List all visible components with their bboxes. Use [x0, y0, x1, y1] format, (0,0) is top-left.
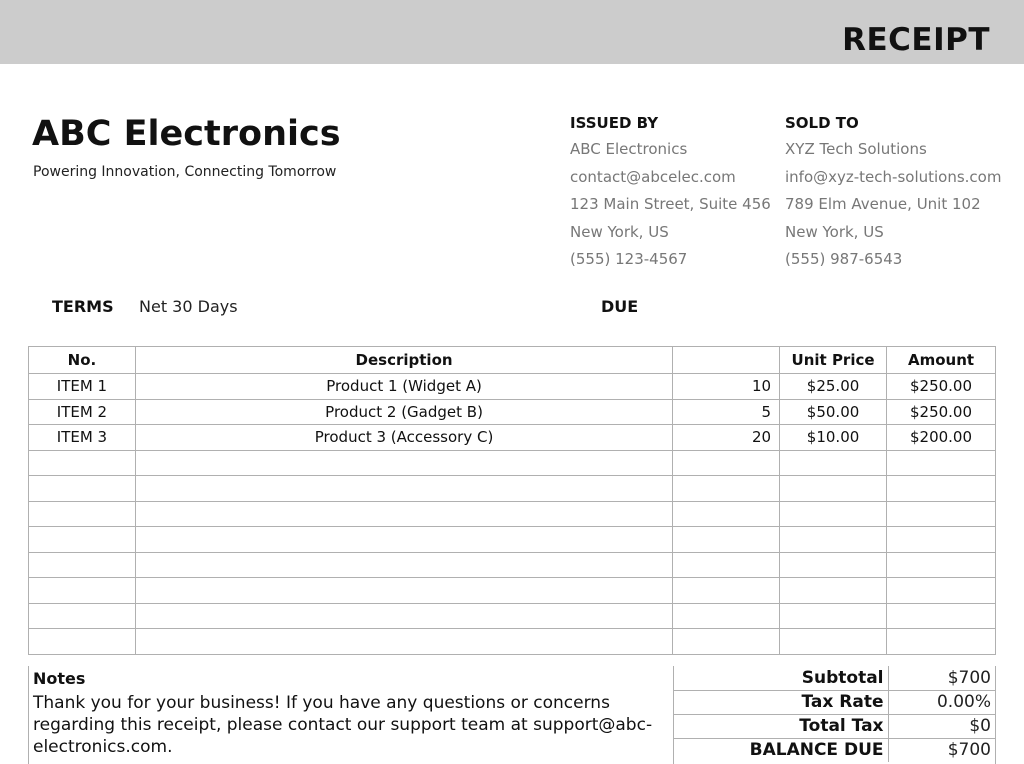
balance-due-value: $700 [947, 740, 991, 761]
item-description-cell [135, 450, 672, 476]
item-number-cell [29, 527, 136, 553]
item-unit-price-cell [780, 629, 887, 655]
issued-by-city: New York, US [570, 219, 771, 247]
item-description-cell [135, 603, 672, 629]
item-amount-cell [887, 603, 996, 629]
item-number-cell [29, 476, 136, 502]
subtotal-label: Subtotal [674, 666, 888, 690]
notes-section [29, 666, 674, 764]
item-quantity-cell [673, 629, 780, 655]
company-tagline: Powering Innovation, Connecting Tomorrow [33, 164, 337, 180]
issued-by-block [570, 112, 771, 274]
item-unit-price-cell: $25.00 [780, 374, 887, 400]
totals-row [674, 690, 995, 714]
item-number-cell: ITEM 2 [29, 399, 136, 425]
table-row [29, 501, 996, 527]
item-quantity-cell [673, 450, 780, 476]
item-unit-price-cell [780, 501, 887, 527]
line-items-table [28, 346, 996, 655]
item-number-cell [29, 501, 136, 527]
item-description-cell [135, 552, 672, 578]
item-unit-price-cell [780, 603, 887, 629]
column-header-amount: Amount [887, 347, 996, 374]
item-number-cell [29, 450, 136, 476]
table-row [29, 399, 996, 425]
company-name: ABC Electronics [32, 114, 341, 154]
item-number-cell [29, 629, 136, 655]
document-title: RECEIPT [842, 22, 990, 58]
subtotal-value: $700 [888, 666, 995, 690]
item-quantity-cell [673, 476, 780, 502]
table-row [29, 629, 996, 655]
tax-rate-label: Tax Rate [674, 690, 888, 714]
issued-by-heading: ISSUED BY [570, 114, 659, 132]
item-amount-cell [887, 527, 996, 553]
totals-table [674, 666, 995, 762]
item-unit-price-cell: $50.00 [780, 399, 887, 425]
table-row [29, 374, 996, 400]
issued-by-email: contact@abcelec.com [570, 164, 771, 192]
column-header-unit-price: Unit Price [780, 347, 887, 374]
totals-row [674, 714, 995, 738]
receipt-footer [28, 666, 996, 764]
item-amount-cell: $250.00 [887, 399, 996, 425]
table-row [29, 527, 996, 553]
total-tax-value: $0 [888, 714, 995, 738]
total-tax-label: Total Tax [674, 714, 888, 738]
sold-to-block [785, 112, 1001, 274]
item-description-cell: Product 1 (Widget A) [135, 374, 672, 400]
item-description-cell [135, 476, 672, 502]
item-quantity-cell [673, 578, 780, 604]
balance-due-label: BALANCE DUE [674, 738, 888, 762]
item-quantity-cell: 20 [673, 425, 780, 451]
totals-row [674, 738, 995, 762]
table-row [29, 425, 996, 451]
item-quantity-cell [673, 527, 780, 553]
item-amount-cell [887, 476, 996, 502]
column-header-no: No. [29, 347, 136, 374]
table-header-row [29, 347, 996, 374]
item-description-cell [135, 629, 672, 655]
item-amount-cell [887, 552, 996, 578]
issued-by-phone: (555) 123-4567 [570, 246, 771, 274]
totals-row [674, 666, 995, 690]
item-quantity-cell [673, 603, 780, 629]
notes-text: Thank you for your business! If you have any questions or concerns regarding this receipt, please contact our support team at support@abc-electronics.com. [33, 693, 653, 757]
sold-to-name: XYZ Tech Solutions [785, 136, 1001, 164]
notes-title: Notes [33, 669, 86, 688]
sold-to-city: New York, US [785, 219, 1001, 247]
column-header-quantity [673, 347, 780, 374]
sold-to-phone: (555) 987-6543 [785, 246, 1001, 274]
item-unit-price-cell: $10.00 [780, 425, 887, 451]
item-unit-price-cell [780, 476, 887, 502]
tax-rate-value: 0.00% [888, 690, 995, 714]
item-unit-price-cell [780, 578, 887, 604]
item-number-cell [29, 578, 136, 604]
item-description-cell: Product 3 (Accessory C) [135, 425, 672, 451]
item-description-cell [135, 578, 672, 604]
table-row [29, 552, 996, 578]
sold-to-email: info@xyz-tech-solutions.com [785, 164, 1001, 192]
terms-value: Net 30 Days [139, 297, 238, 316]
table-row [29, 450, 996, 476]
item-unit-price-cell [780, 450, 887, 476]
item-quantity-cell: 10 [673, 374, 780, 400]
item-number-cell: ITEM 3 [29, 425, 136, 451]
table-row [29, 603, 996, 629]
item-description-cell [135, 501, 672, 527]
terms-label: TERMS [52, 297, 114, 316]
item-amount-cell [887, 578, 996, 604]
issued-by-name: ABC Electronics [570, 136, 771, 164]
item-number-cell: ITEM 1 [29, 374, 136, 400]
item-description-cell: Product 2 (Gadget B) [135, 399, 672, 425]
table-row [29, 476, 996, 502]
table-row [29, 578, 996, 604]
item-amount-cell [887, 501, 996, 527]
item-amount-cell [887, 629, 996, 655]
item-unit-price-cell [780, 527, 887, 553]
sold-to-address: 789 Elm Avenue, Unit 102 [785, 191, 1001, 219]
due-label: DUE [601, 297, 639, 316]
item-number-cell [29, 552, 136, 578]
item-amount-cell [887, 450, 996, 476]
column-header-description: Description [135, 347, 672, 374]
item-quantity-cell [673, 552, 780, 578]
item-amount-cell: $200.00 [887, 425, 996, 451]
item-number-cell [29, 603, 136, 629]
item-quantity-cell [673, 501, 780, 527]
issued-by-address: 123 Main Street, Suite 456 [570, 191, 771, 219]
item-quantity-cell: 5 [673, 399, 780, 425]
sold-to-heading: SOLD TO [785, 114, 859, 132]
item-description-cell [135, 527, 672, 553]
item-amount-cell: $250.00 [887, 374, 996, 400]
item-unit-price-cell [780, 552, 887, 578]
